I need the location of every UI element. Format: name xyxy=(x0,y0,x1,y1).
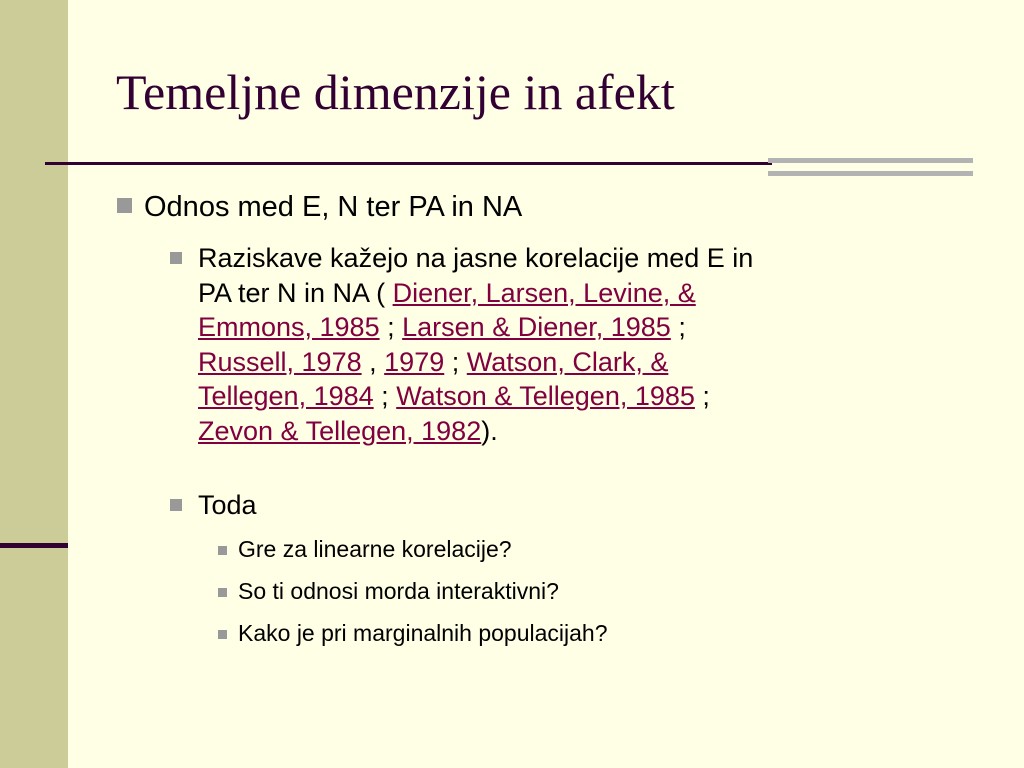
square-bullet-icon xyxy=(218,546,227,555)
bullet-text: Toda xyxy=(198,490,257,520)
bullet-line xyxy=(198,276,753,311)
separator: ; xyxy=(387,312,395,342)
citation-link-watson-tellegen-1985[interactable]: Watson & Tellegen, 1985 xyxy=(396,381,695,411)
side-band xyxy=(0,0,68,768)
square-bullet-icon xyxy=(218,630,227,639)
square-bullet-icon xyxy=(170,499,182,511)
bullet-line xyxy=(198,414,753,449)
side-rule xyxy=(0,543,68,548)
bullet-line xyxy=(198,310,753,345)
title-rule xyxy=(45,162,772,165)
text-run: Raziskave kažejo na jasne korelacije med E in xyxy=(198,243,754,273)
citation-link-diener-1985-cont[interactable]: Emmons, 1985 xyxy=(198,312,380,342)
separator: ; xyxy=(451,346,460,377)
bullet-paragraph xyxy=(198,241,753,448)
text-run: PA ter N in NA ( xyxy=(198,277,386,308)
square-bullet-icon xyxy=(170,252,182,264)
separator: ; xyxy=(381,381,389,411)
bullet-line xyxy=(198,379,753,414)
right-decor-bar-bottom xyxy=(768,171,973,176)
citation-link-larsen-diener-1985[interactable]: Larsen & Diener, 1985 xyxy=(402,312,671,342)
slide-title: Temeljne dimenzije in afekt xyxy=(116,64,675,120)
separator: ; xyxy=(702,381,710,411)
bullet-text: Gre za linearne korelacije? xyxy=(238,536,512,562)
bullet-level3-question xyxy=(218,535,512,563)
bullet-level2-research xyxy=(170,241,753,448)
citation-link-diener-1985[interactable]: Diener, Larsen, Levine, & xyxy=(392,277,696,308)
citation-link-russell-1978[interactable]: Russell, 1978 xyxy=(198,346,362,377)
separator: , xyxy=(369,346,377,377)
citation-link-watson-clark-tellegen-1984-cont[interactable]: Tellegen, 1984 xyxy=(198,381,374,411)
square-bullet-icon xyxy=(218,588,227,597)
separator: ; xyxy=(678,312,686,342)
bullet-level1 xyxy=(117,190,522,224)
bullet-text: Odnos med E, N ter PA in NA xyxy=(144,191,523,223)
bullet-text: Kako je pri marginalnih populacijah? xyxy=(238,620,608,646)
right-decor-bar-top xyxy=(768,158,973,163)
citation-link-zevon-tellegen-1982[interactable]: Zevon & Tellegen, 1982 xyxy=(198,415,482,446)
bullet-text: So ti odnosi morda interaktivni? xyxy=(238,578,559,604)
bullet-level3-question xyxy=(218,577,559,605)
bullet-level2-toda xyxy=(170,488,257,523)
square-bullet-icon xyxy=(117,198,132,213)
bullet-level3-question xyxy=(218,619,608,647)
citation-link-watson-clark-tellegen-1984[interactable]: Watson, Clark, & xyxy=(466,346,669,377)
closing-text: ). xyxy=(481,415,498,446)
bullet-line xyxy=(198,241,753,276)
citation-link-1979[interactable]: 1979 xyxy=(384,346,445,377)
bullet-line xyxy=(198,345,753,380)
